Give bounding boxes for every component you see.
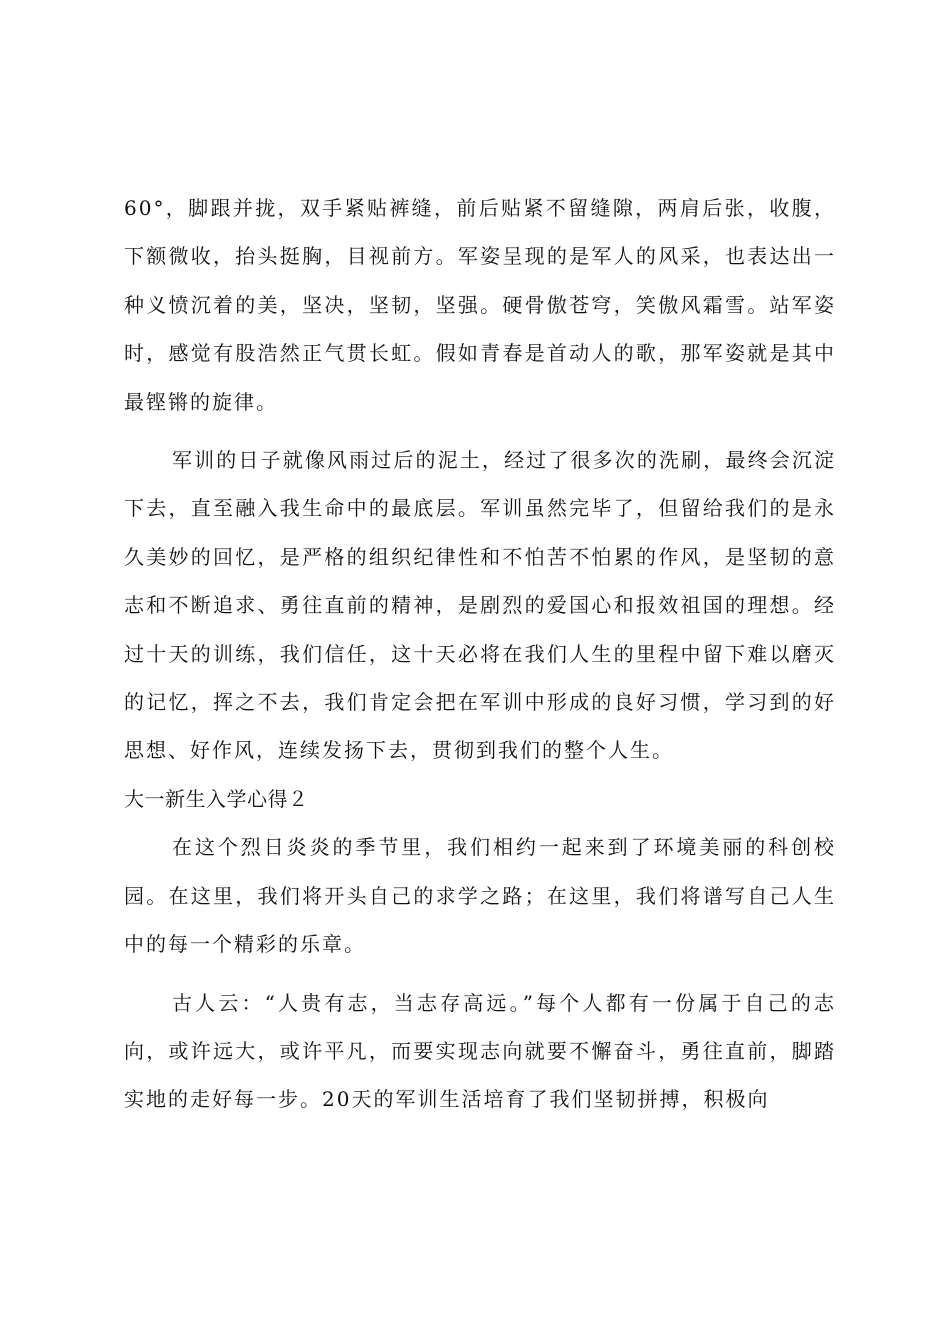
paragraph-military-training-days: 军训的日子就像风雨过后的泥土，经过了很多次的洗刷，最终会沉淀下去，直至融入我生命中的最底层。军训虽然完毕了，但留给我们的是永久美妙的回忆，是严格的组织纪律性和不怕苦不怕累的作风，是坚韧的意志和不断追求、勇往直前的精神，是剧烈的爱国心和报效祖国的理想。经过十天的训练，我们信任，这十天必将在我们人生的里程中留下难以磨灭的记忆，挥之不去，我们肯定会把在军训中形成的良好习惯，学习到的好思想、好作风，连续发扬下去，贯彻到我们的整个人生。 <box>124 448 836 763</box>
paragraph-ambition: 古人云：“人贵有志，当志存高远。”每个人都有一份属于自己的志向，或许远大，或许平凡，而要实现志向就要不懈奋斗，勇往直前，脚踏实地的走好每一步。20天的军训生活培育了我们坚韧拼搏，积极向 <box>124 990 836 1112</box>
paragraph-continued: 60°，脚跟并拢，双手紧贴裤缝，前后贴紧不留缝隙，两肩后张，收腹，下额微收，抬头挺胸，目视前方。军姿呈现的是军人的风采，也表达出一种义愤沉着的美，坚决，坚韧，坚强。硬骨傲苍穹，笑傲风霜雪。站军姿时，感觉有股浩然正气贯长虹。假如青春是首动人的歌，那军姿就是其中最铿锵的旋律。 <box>124 196 836 414</box>
document-body <box>124 184 836 1124</box>
paragraph-campus-arrival: 在这个烈日炎炎的季节里，我们相约一起来到了环境美丽的科创校园。在这里，我们将开头自己的求学之路；在这里，我们将谱写自己人生中的每一个精彩的乐章。 <box>124 835 836 957</box>
section-heading: 大一新生入学心得２ <box>124 786 309 811</box>
